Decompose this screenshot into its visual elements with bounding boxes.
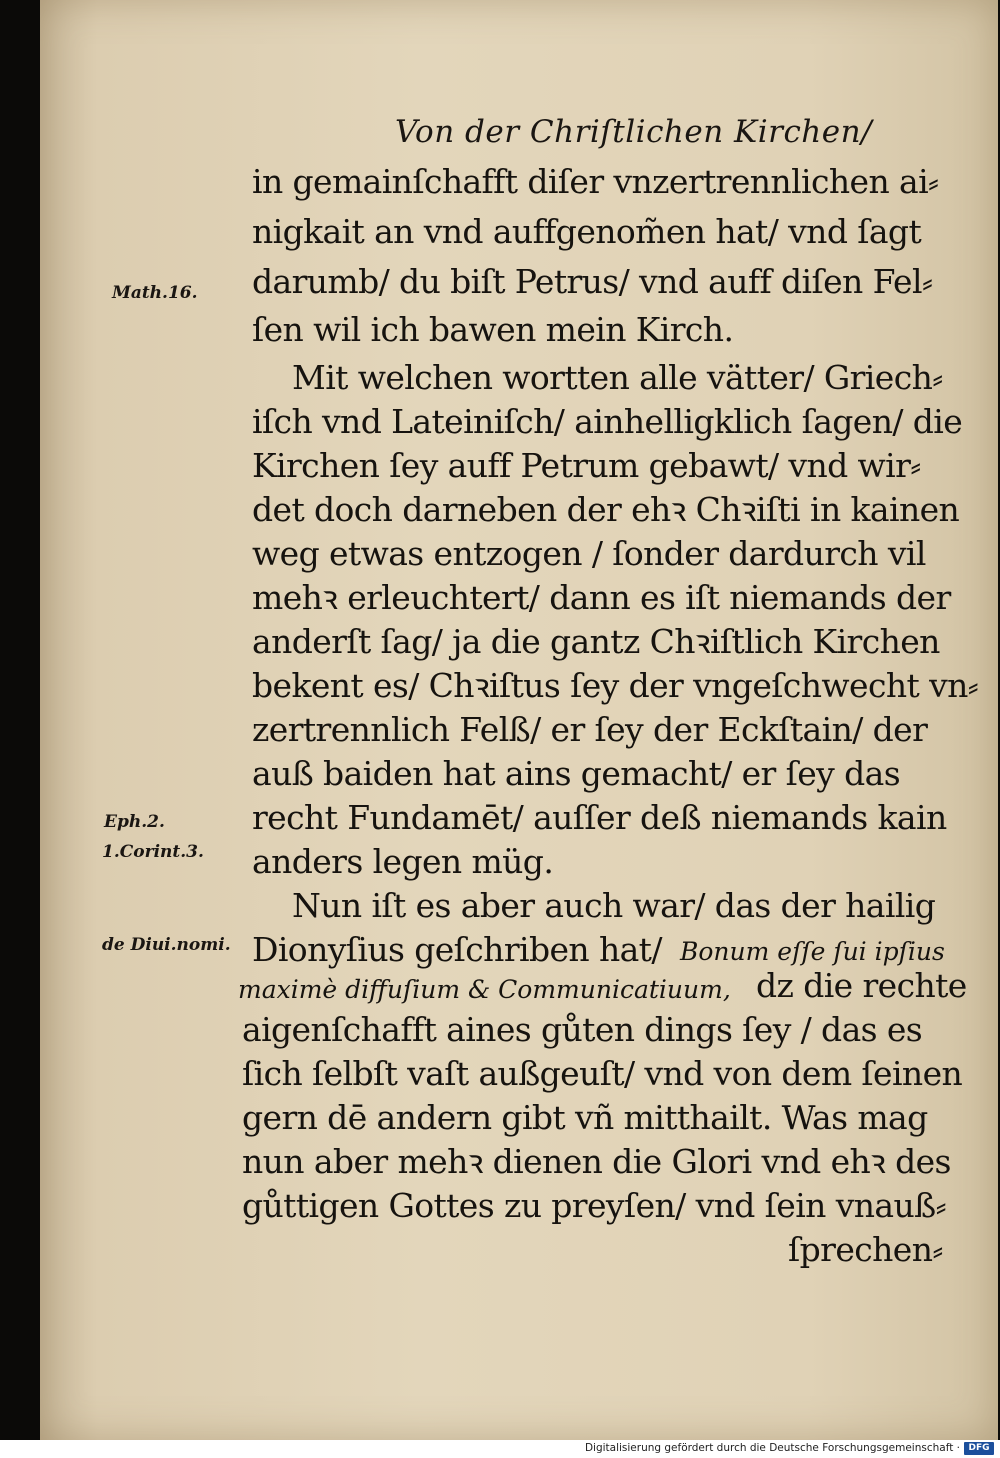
- margin-note-math: Math.16.: [112, 283, 198, 303]
- text-line: auß baiden hat ains gemacht/ er ſey das: [252, 754, 901, 793]
- funding-credit: Digitalisierung gefördert durch die Deutsche Forschungsgemeinschaft ·: [584, 1442, 960, 1454]
- text-line: zertrennlich Felß/ er ſey der Eckſtain/ der: [252, 710, 928, 749]
- dfg-logo: DFG: [964, 1442, 994, 1455]
- text-line: recht Fundamēt/ auſſer deß niemands kain: [252, 798, 947, 837]
- text-line: gůttigen Gottes zu preyſen/ vnd ſein vnauß⸗: [242, 1186, 946, 1225]
- text-line: Mit welchen wortten alle vätter/ Griech⸗: [292, 358, 943, 397]
- text-line: Dionyſius geſchriben hat/: [252, 930, 662, 969]
- margin-note-eph: Eph.2.: [104, 812, 165, 832]
- text-line: Nun iſt es aber auch war/ das der hailig: [292, 886, 936, 925]
- catchword: ſprechen⸗: [788, 1230, 943, 1269]
- margin-note-dionysius: de Diui.nomi.: [102, 935, 231, 955]
- text-line: Kirchen ſey auff Petrum gebawt/ vnd wir⸗: [252, 446, 921, 485]
- footer-bar: [0, 1440, 1000, 1458]
- latin-quote-line: Bonum eſſe ſui ipſius: [680, 937, 945, 966]
- text-line: mehꝛ erleuchtert/ dann es iſt niemands der: [252, 578, 951, 617]
- text-line: in gemainſchafft diſer vnzertrennlichen ai⸗: [252, 162, 939, 201]
- text-line: ſich ſelbſt vaſt außgeuſt/ vnd von dem ſeinen: [242, 1054, 963, 1093]
- text-line: darumb/ du biſt Petrus/ vnd auff diſen Fel⸗: [252, 262, 933, 301]
- text-line: nigkait an vnd auffgenom̃en hat/ vnd ſagt: [252, 212, 922, 251]
- text-line: weg etwas entzogen / ſonder dardurch vil: [252, 534, 926, 573]
- margin-note-corint: 1.Corint.3.: [102, 842, 204, 862]
- text-line: det doch darneben der ehꝛ Chꝛiſti in kainen: [252, 490, 960, 529]
- text-line: ſen wil ich bawen mein Kirch.: [252, 310, 734, 349]
- text-line: nun aber mehꝛ dienen die Glori vnd ehꝛ des: [242, 1142, 951, 1181]
- running-title: Von der Chriſtlichen Kirchen/: [395, 114, 873, 150]
- text-line: bekent es/ Chꝛiſtus ſey der vngeſchwecht vn⸗: [252, 666, 979, 705]
- text-line: aigenſchafft aines gůten dings ſey / das es: [242, 1010, 923, 1049]
- text-line: anders legen müg.: [252, 842, 554, 881]
- text-line: dz die rechte: [756, 966, 967, 1005]
- text-line: anderſt ſag/ ja die gantz Chꝛiſtlich Kirchen: [252, 622, 940, 661]
- text-line: gern dē andern gibt vñ mitthailt. Was mag: [242, 1098, 928, 1137]
- text-line: iſch vnd Lateiniſch/ ainhelligklich ſagen/ die: [252, 402, 963, 441]
- latin-quote-line: maximè diffuſium & Communicatiuum,: [238, 975, 731, 1004]
